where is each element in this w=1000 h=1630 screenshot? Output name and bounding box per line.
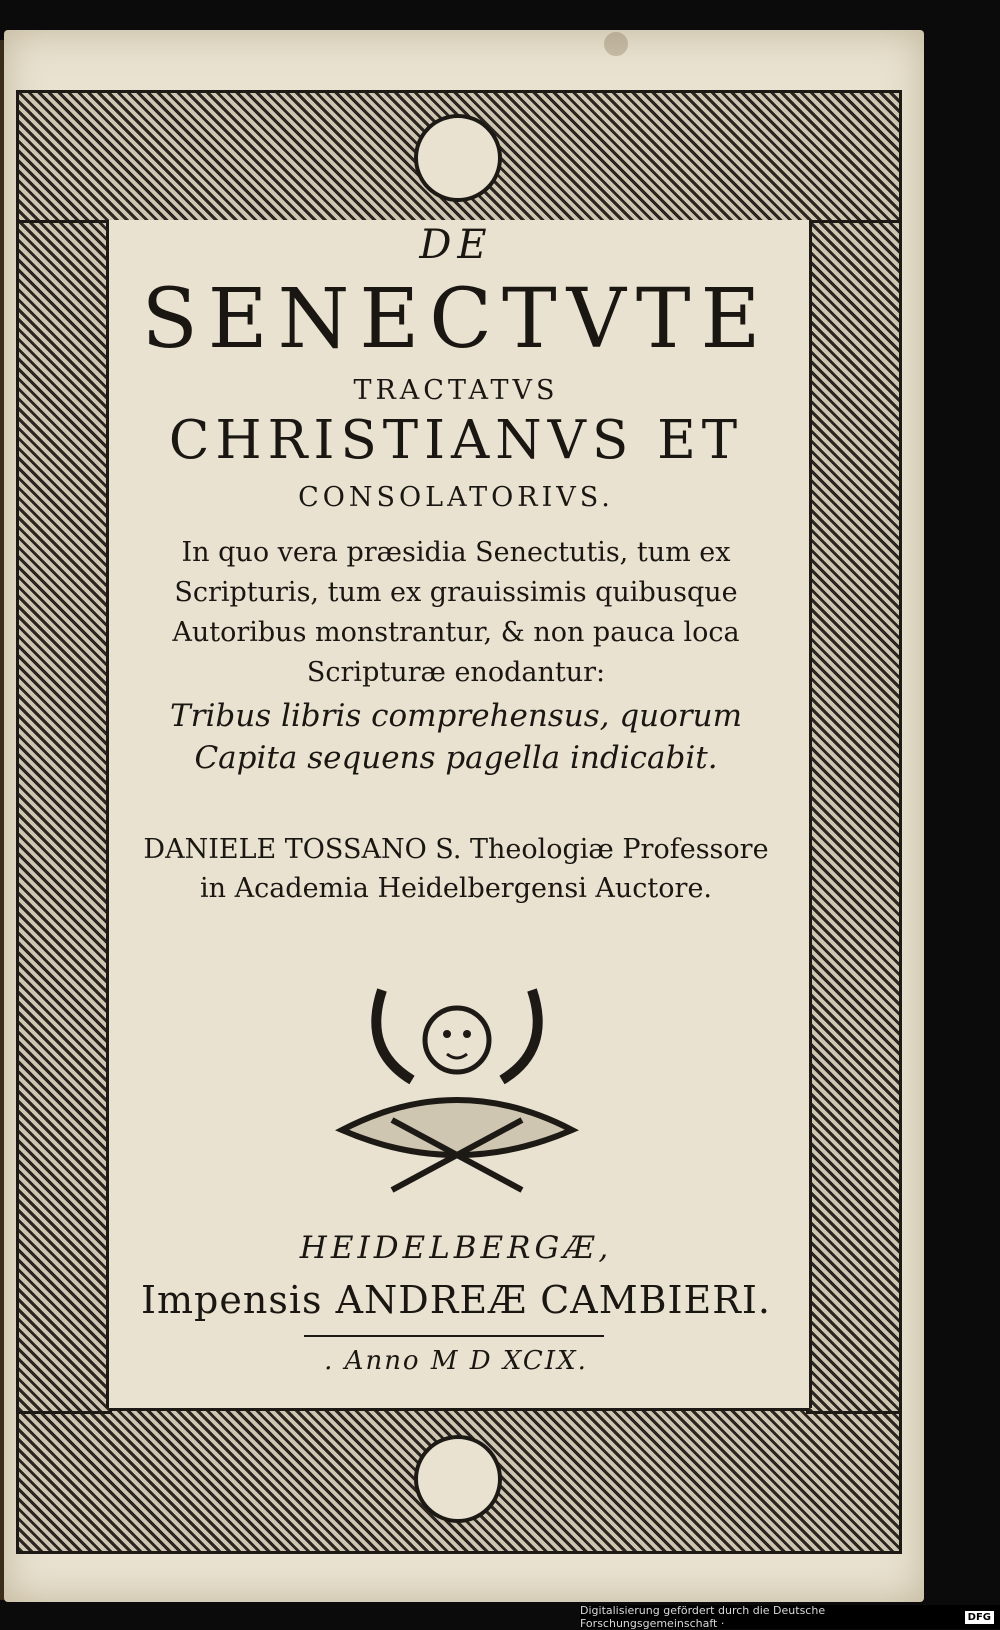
title-page: [4, 30, 924, 1602]
title-christianus: CHRISTIANVS ET: [168, 410, 744, 471]
digitization-footer: [580, 1605, 1000, 1629]
title-de: DE: [419, 222, 493, 268]
title-consolatorius: CONSOLATORIVS.: [298, 482, 614, 513]
lion-mask-ornament-icon: [414, 114, 502, 202]
contents-note: Tribus libris comprehensus, quorum Capita sequens pagella indicabit.: [169, 698, 742, 776]
paper-stain: [604, 32, 628, 56]
description-paragraph: In quo vera præsidia Senectutis, tum ex Scripturis, tum ex grauissimis quibusque Autoribus monstrantur, & non pauca loca Scripturæ enodantur:: [172, 537, 740, 688]
rose-ornament-icon: [414, 1435, 502, 1523]
footer-text: Digitalisierung gefördert durch die Deutsche Forschungsgemeinschaft ·: [580, 1604, 826, 1630]
dfg-logo-icon: DFG: [965, 1611, 994, 1624]
title-senectute: SENECTVTE: [141, 272, 771, 367]
right-woodcut-border: [806, 220, 902, 1414]
imprint-rule: [304, 1335, 604, 1337]
left-woodcut-border: [16, 220, 112, 1414]
printer-device-mask-icon: [322, 970, 592, 1210]
author-statement: DANIELE TOSSANO S. Theologiæ Professore in Academia Heidelbergensi Auctore.: [143, 834, 769, 904]
imprint-publisher: Impensis ANDREÆ CAMBIERI.: [141, 1278, 771, 1322]
title-tractatus: TRACTATVS: [353, 375, 559, 406]
imprint-place: HEIDELBERGÆ,: [299, 1230, 613, 1266]
imprint-year: . Anno M D XCIX.: [324, 1346, 588, 1376]
